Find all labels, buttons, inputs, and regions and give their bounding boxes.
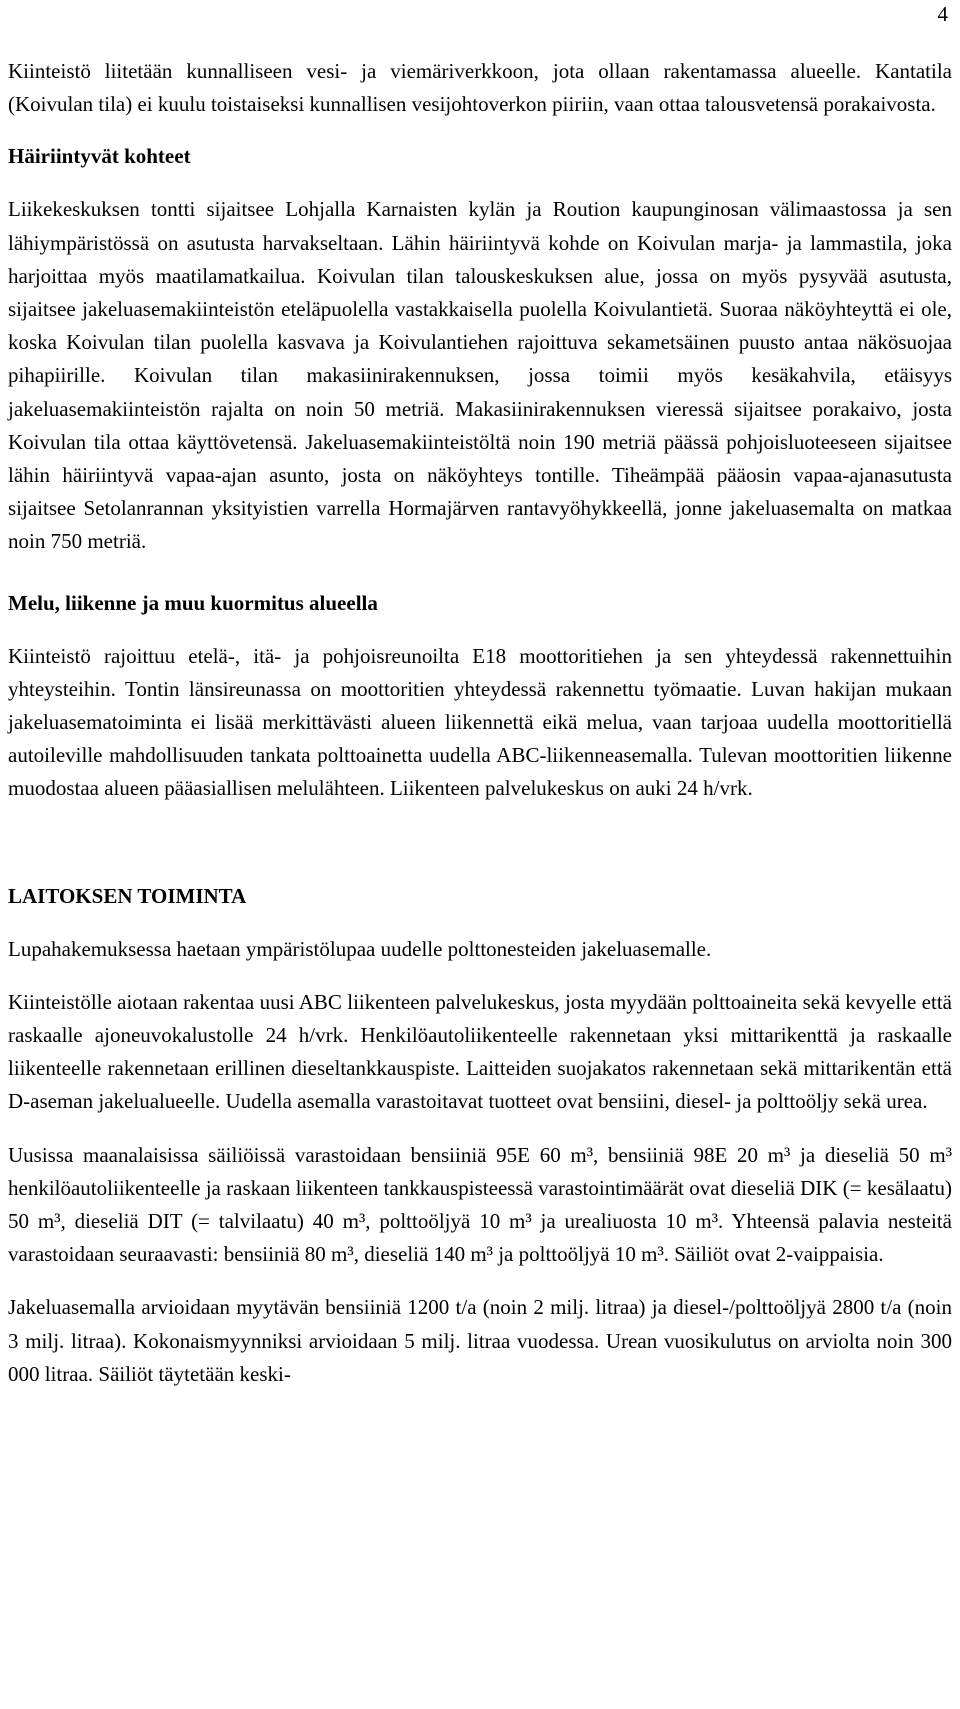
heading-laitoksen-toiminta: LAITOKSEN TOIMINTA: [8, 883, 247, 908]
paragraph-palvelukeskus: Kiinteistölle aiotaan rakentaa uusi ABC liikenteen palvelukeskus, josta myydään polttoaineita sekä kevyelle että raskaalle ajoneuvokalustolle 24 h/vrk. Henkilöautoliikenteelle rakennetaan yksi mittarikenttä ja raskaalle liikenteelle rakennetaan erillinen dieseltankkauspiste. Laitteiden suojakatos rakennetaan sekä mittarikentän että D-aseman jakelualueelle. Uudella asemalla varastoitavat tuotteet ovat bensiini, diesel- ja polttoöljy sekä urea.: [8, 989, 952, 1114]
heading-hairiintyvat-kohteet: Häiriintyvät kohteet: [8, 144, 191, 169]
page-number: 4: [937, 2, 948, 26]
paragraph-melu-liikenne: Kiinteistö rajoittuu etelä-, itä- ja pohjoisreunoilta E18 moottoritiehen ja sen yhteydessä rakennettuihin yhteysteihin. Tontin länsireunassa on moottoritien yhteydessä rakennettu työmaatie. Luvan hakijan mukaan jakeluasematoiminta ei lisää merkittävästi alueen liikennettä eikä melua, vaan tarjoaa uudella moottoritiellä autoileville mahdollisuuden tankata polttoainetta uudella ABC-liikenneasemalla. Tulevan moottoritien liikenne muodostaa alueen pääasiallisen melulähteen. Liikenteen palvelukeskus on auki 24 h/vrk.: [8, 643, 952, 801]
intro-paragraph: Kiinteistö liitetään kunnalliseen vesi- ja viemäriverkkoon, jota ollaan rakentamassa alueelle. Kantatila (Koivulan tila) ei kuulu toistaiseksi kunnallisen vesijohtoverkon piiriin, vaan ottaa talousvetensä porakaivosta.: [8, 59, 952, 117]
paragraph-lupahakemus: Lupahakemuksessa haetaan ympäristölupaa uudelle polttonesteiden jakeluasemalle.: [8, 936, 712, 961]
paragraph-hairiintyvat-kohteet: Liikekeskuksen tontti sijaitsee Lohjalla Karnaisten kylän ja Roution kaupunginosan välimaastossa ja sen lähiympäristössä on asutusta harvakseltaan. Lähin häiriintyvä kohde on Koivulan marja- ja lammastila, joka harjoittaa myös maatilamatkailua. Koivulan tilan talouskeskuksen alue, jossa on myös pysyvää asutusta, sijaitsee jakeluasemakiinteistön eteläpuolella vastakkaisella puolella Koivulantietä. Suoraa näköyhteyttä ei ole, koska Koivulan tilan puolella kasvava ja Koivulantiehen rajoittuva sekametsäinen puusto antaa näkösuojaa pihapiirille. Koivulan tilan makasiinirakennuksen, jossa toimii myös kesäkahvila, etäisyys jakeluasemakiinteistön rajalta on noin 50 metriä. Makasiinirakennuksen vieressä sijaitsee porakaivo, josta Koivulan tila ottaa käyttövetensä. Jakeluasemakiinteistöltä noin 190 metriä päässä pohjoisluoteeseen sijaitsee lähin häiriintyvä vapaa-ajan asunto, josta on näköyhteys tontille. Tiheämpää pääosin vapaa-ajanasutusta sijaitsee Setolanrannan yksityistien varrella Hormajärven rantavyöhykkeellä, jonne jakeluasemalta on matkaa noin 750 metriä.: [8, 197, 952, 554]
heading-melu-liikenne: Melu, liikenne ja muu kuormitus alueella: [8, 590, 378, 615]
document-body: [8, 55, 952, 1391]
paragraph-myynti: Jakeluasemalla arvioidaan myytävän bensiiniä 1200 t/a (noin 2 milj. litraa) ja diesel-/polttoöljyä 2800 t/a (noin 3 milj. litraa). Kokonaismyynniksi arvioidaan 5 milj. litraa vuodessa. Urean vuosikulutus on arviolta noin 300 000 litraa. Säiliöt täytetään keski-: [8, 1295, 952, 1386]
paragraph-sailiot: Uusissa maanalaisissa säiliöissä varastoidaan bensiiniä 95E 60 m³, bensiiniä 98E 20 m³ ja dieseliä 50 m³ henkilöautoliikenteelle ja raskaan liikenteen tankkauspisteessä varastointimäärät ovat dieseliä DIK (= kesälaatu) 50 m³, dieseliä DIT (= talvilaatu) 40 m³, polttoöljyä 10 m³ ja urealiuosta 10 m³. Yhteensä palavia nesteitä varastoidaan seuraavasti: bensiiniä 80 m³, dieseliä 140 m³ ja polttoöljyä 10 m³. Säiliöt ovat 2-vaippaisia.: [8, 1142, 952, 1267]
